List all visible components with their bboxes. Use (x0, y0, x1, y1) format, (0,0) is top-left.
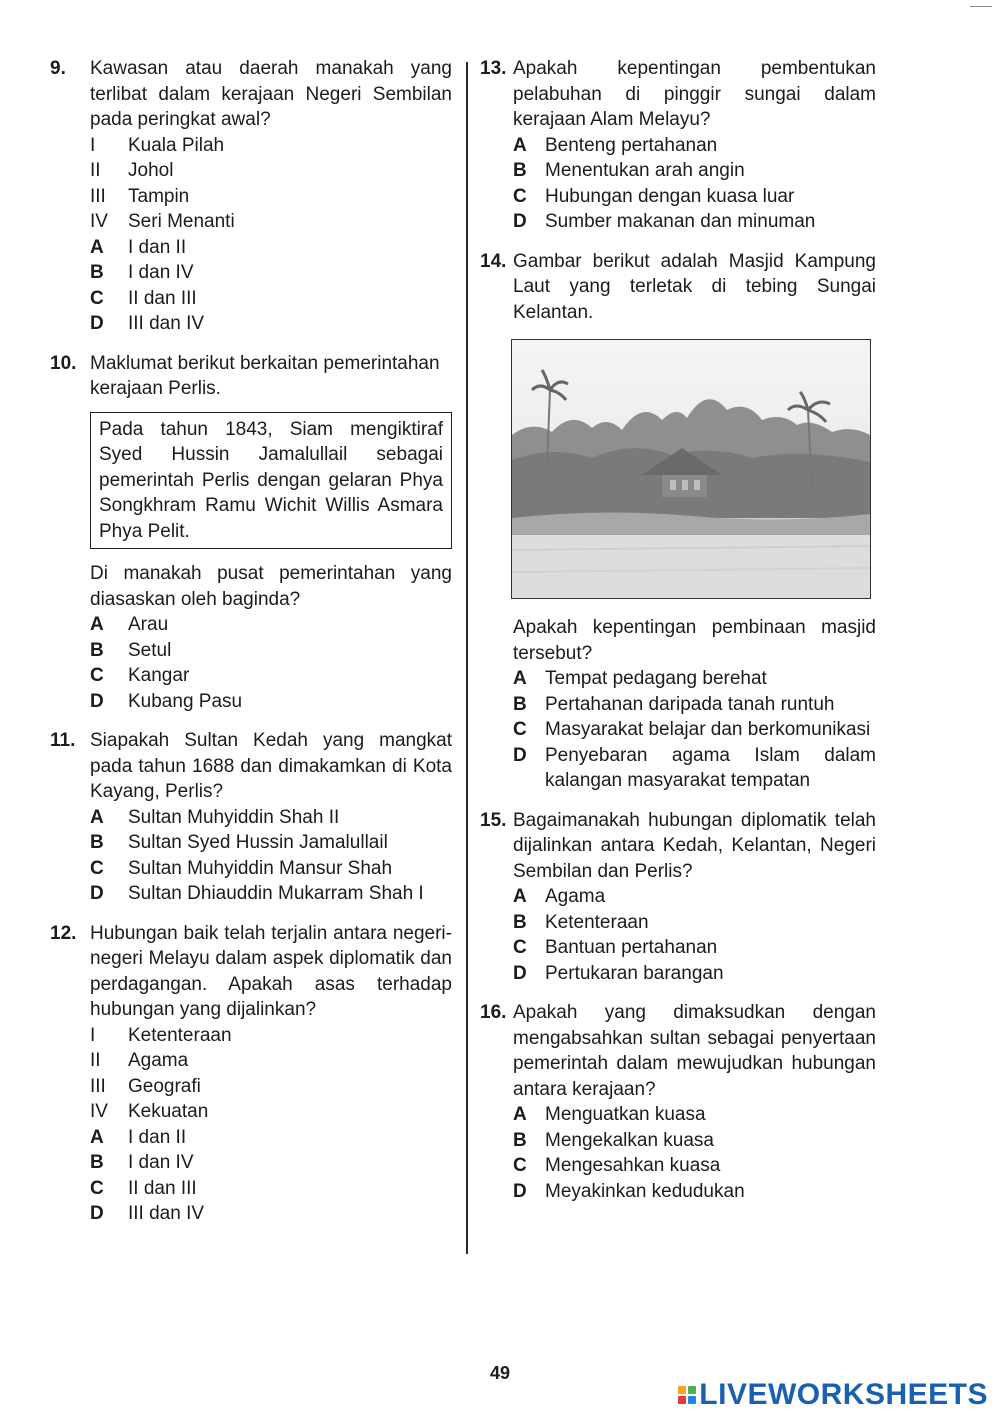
answer-option[interactable] (90, 856, 452, 882)
option-letter: C (90, 287, 104, 309)
option-text: Benteng pertahanan (545, 134, 718, 156)
question-10 (50, 351, 452, 715)
roman-label: IV (90, 1101, 108, 1122)
answer-option[interactable] (90, 260, 452, 286)
answer-option[interactable] (513, 692, 876, 718)
option-text: Sultan Muhyiddin Shah II (128, 806, 340, 828)
option-text: Bantuan pertahanan (545, 937, 718, 958)
option-text: Tempat pedagang berehat (545, 668, 767, 689)
option-letter: D (90, 690, 104, 712)
roman-item (90, 1048, 452, 1074)
option-letter: A (90, 236, 104, 258)
answer-option[interactable] (90, 612, 452, 638)
left-column (50, 56, 452, 1241)
option-text: Arau (128, 614, 169, 635)
mosque-photo (511, 339, 871, 599)
answer-option[interactable] (90, 1201, 452, 1227)
roman-text: Ketenteraan (128, 1024, 232, 1046)
answer-option[interactable] (90, 311, 452, 337)
question-number: 16. (480, 1002, 507, 1023)
option-letter: D (90, 313, 104, 334)
roman-label: II (90, 1050, 101, 1071)
roman-item (90, 184, 452, 210)
answer-option[interactable] (90, 638, 452, 664)
roman-text: Johol (128, 160, 174, 181)
option-text: Agama (545, 886, 606, 907)
answer-option[interactable] (513, 209, 876, 235)
option-text: Pertukaran barangan (545, 962, 724, 984)
option-letter: A (513, 134, 527, 156)
answer-option[interactable] (90, 663, 452, 689)
option-text: Meyakinkan kedudukan (545, 1180, 745, 1202)
question-prompt: Di manakah pusat pemerintahan yang diasaskan oleh baginda? (90, 563, 452, 610)
roman-item (90, 209, 452, 235)
option-text: Pertahanan daripada tanah runtuh (545, 693, 835, 715)
option-text: I dan II (128, 236, 187, 258)
option-text: Mengesahkan kuasa (545, 1155, 721, 1176)
roman-label: IV (90, 211, 108, 232)
question-16 (480, 1000, 876, 1204)
option-text: II dan III (128, 287, 197, 309)
question-text: Hubungan baik telah terjalin antara negeri-negeri Melayu dalam aspek diplomatik dan perdagangan. Apakah asas terhadap hubungan yang dijalinkan? (90, 922, 452, 1020)
answer-option[interactable] (513, 884, 876, 910)
option-letter: D (513, 744, 527, 766)
option-text: I dan II (128, 1126, 187, 1148)
option-text: I dan IV (128, 262, 194, 283)
roman-item (90, 1074, 452, 1100)
question-9 (50, 56, 452, 337)
question-11 (50, 728, 452, 907)
page-number: 49 (489, 1363, 511, 1383)
answer-option[interactable] (90, 689, 452, 715)
question-text: Apakah kepentingan pembentukan pelabuhan di pinggir sungai dalam kerajaan Alam Melayu? (513, 58, 876, 130)
answer-option[interactable] (513, 910, 876, 936)
option-text: Menguatkan kuasa (545, 1104, 706, 1125)
option-letter: A (90, 806, 104, 828)
option-text: Sultan Dhiauddin Mukarram Shah I (128, 883, 424, 904)
question-number: 14. (480, 250, 507, 272)
option-letter: C (513, 1155, 527, 1176)
roman-item (90, 1023, 452, 1049)
roman-text: Seri Menanti (128, 211, 235, 232)
answer-option[interactable] (90, 1150, 452, 1176)
liveworksheets-logo[interactable] (678, 1378, 988, 1412)
option-letter: C (513, 185, 527, 207)
roman-item (90, 1099, 452, 1125)
option-letter: D (90, 883, 104, 904)
answer-option[interactable] (513, 1128, 876, 1154)
option-letter: C (90, 665, 104, 686)
option-letter: C (90, 857, 104, 879)
right-column (480, 56, 876, 1218)
question-number: 10. (50, 352, 77, 374)
column-divider (466, 62, 468, 1254)
roman-label: I (90, 1024, 96, 1046)
mosque-photo-drawing (512, 340, 870, 598)
option-text: I dan IV (128, 1152, 194, 1173)
question-text: Siapakah Sultan Kedah yang mangkat pada tahun 1688 dan dimakamkan di Kota Kayang, Perlis? (90, 730, 452, 802)
answer-option[interactable] (513, 717, 876, 743)
answer-option[interactable] (90, 881, 452, 907)
corner-mark (970, 6, 992, 7)
roman-text: Kekuatan (128, 1101, 209, 1122)
answer-option[interactable] (513, 133, 876, 159)
option-letter: A (513, 1104, 527, 1125)
option-text: Penyebaran agama Islam dalam kalangan masyarakat tempatan (545, 744, 876, 791)
option-text: Sultan Syed Hussin Jamalullail (128, 832, 388, 853)
answer-option[interactable] (513, 1102, 876, 1128)
roman-label: II (90, 160, 101, 181)
option-text: Sultan Muhyiddin Mansur Shah (128, 857, 393, 879)
question-number: 12. (50, 922, 77, 944)
roman-text: Geografi (128, 1075, 201, 1097)
option-letter: C (90, 1177, 104, 1199)
option-letter: B (513, 693, 527, 715)
option-letter: B (90, 639, 104, 661)
answer-option[interactable] (90, 1125, 452, 1151)
question-15 (480, 808, 876, 987)
answer-option[interactable] (513, 666, 876, 692)
brand-grid-icon (678, 1386, 696, 1404)
question-text: Apakah yang dimaksudkan dengan mengabsahkan sultan sebagai penyertaan pemerintah dalam mewujudkan hubungan antara kerajaan? (513, 1002, 876, 1100)
option-letter: A (513, 886, 527, 907)
option-letter: D (513, 211, 527, 232)
answer-option[interactable] (513, 935, 876, 961)
answer-option[interactable] (513, 743, 876, 794)
answer-option[interactable] (513, 184, 876, 210)
answer-option[interactable] (513, 1153, 876, 1179)
roman-text: Kuala Pilah (128, 134, 225, 156)
answer-option[interactable] (513, 961, 876, 987)
roman-label: III (90, 1075, 106, 1097)
roman-item (90, 133, 452, 159)
roman-text: Agama (128, 1050, 189, 1071)
answer-option[interactable] (90, 235, 452, 261)
option-text: II dan III (128, 1177, 197, 1199)
option-letter: D (90, 1203, 104, 1224)
option-letter: C (513, 937, 527, 958)
option-text: Hubungan dengan kuasa luar (545, 185, 795, 207)
option-text: Ketenteraan (545, 911, 649, 933)
roman-text: Tampin (128, 185, 190, 207)
question-text: Maklumat berikut berkaitan pemerintahan kerajaan Perlis. (90, 352, 440, 399)
info-box: Pada tahun 1843, Siam mengiktiraf Syed Hussin Jamalullail sebagai pemerintah Perlis dengan gelaran Phya Songkhram Ramu Wichit Willis Asmara Phya Pelit. (90, 412, 452, 550)
option-letter: B (90, 262, 104, 283)
question-prompt: Apakah kepentingan pembinaan masjid tersebut? (513, 617, 876, 664)
answer-option[interactable] (90, 805, 452, 831)
question-12 (50, 921, 452, 1227)
question-number: 15. (480, 809, 507, 831)
question-text: Gambar berikut adalah Masjid Kampung Laut yang terletak di tebing Sungai Kelantan. (513, 250, 876, 323)
option-text: Sumber makanan dan minuman (545, 211, 816, 232)
option-letter: B (513, 160, 527, 181)
option-text: Setul (128, 639, 172, 661)
option-text: Masyarakat belajar dan berkomunikasi (545, 719, 871, 740)
option-letter: D (513, 1180, 527, 1202)
option-letter: A (513, 668, 527, 689)
brand-name: LIVEWORKSHEETS (699, 1378, 988, 1411)
option-letter: B (513, 911, 527, 933)
answer-option[interactable] (513, 1179, 876, 1205)
option-text: III dan IV (128, 313, 205, 334)
option-letter: B (90, 832, 104, 853)
question-text: Kawasan atau daerah manakah yang terlibat dalam kerajaan Negeri Sembilan pada peringkat awal? (90, 58, 452, 130)
answer-option[interactable] (90, 830, 452, 856)
option-letter: D (513, 962, 527, 984)
option-text: III dan IV (128, 1203, 205, 1224)
answer-option[interactable] (90, 286, 452, 312)
question-14 (480, 249, 876, 794)
option-letter: C (513, 719, 527, 740)
question-number: 11. (50, 730, 76, 751)
option-letter: B (513, 1129, 527, 1151)
option-letter: B (90, 1152, 104, 1173)
roman-label: III (90, 185, 106, 207)
answer-option[interactable] (513, 158, 876, 184)
question-number: 13. (480, 58, 507, 79)
option-text: Kubang Pasu (128, 690, 243, 712)
option-letter: A (90, 614, 104, 635)
roman-label: I (90, 134, 96, 156)
option-text: Kangar (128, 665, 190, 686)
option-letter: A (90, 1126, 104, 1148)
answer-option[interactable] (90, 1176, 452, 1202)
roman-item (90, 158, 452, 184)
option-text: Menentukan arah angin (545, 160, 745, 181)
option-text: Mengekalkan kuasa (545, 1129, 714, 1151)
question-number: 9. (50, 58, 66, 79)
question-text: Bagaimanakah hubungan diplomatik telah dijalinkan antara Kedah, Kelantan, Negeri Sembilan dan Perlis? (513, 809, 876, 882)
question-13 (480, 56, 876, 235)
